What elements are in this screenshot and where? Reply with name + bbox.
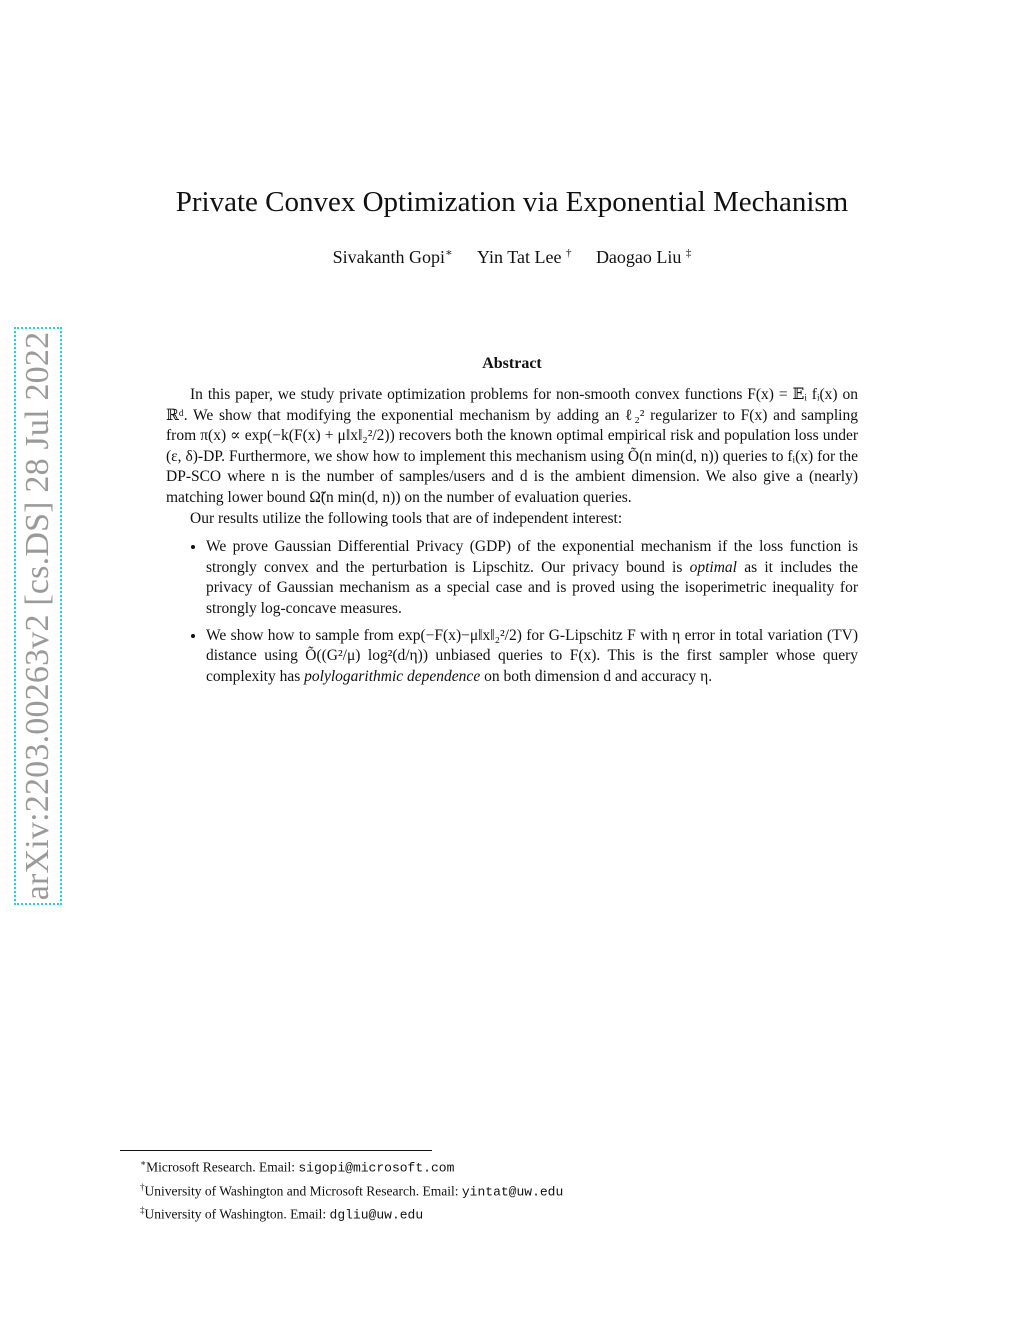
contribution-item [206,626,858,688]
author-affiliation-mark: ‡ [685,247,692,259]
footnote [140,1201,900,1225]
footnote-text: University of Washington. Email: [144,1206,330,1222]
author-name: Sivakanth Gopi [332,247,446,267]
email-link[interactable]: sigopi@microsoft.com [298,1160,455,1176]
footnote-text: Microsoft Research. Email: [146,1159,299,1175]
author-affiliation-mark: † [565,247,572,259]
abstract-body [166,385,858,693]
footnote [140,1154,900,1178]
contribution-emphasis: polylogarithmic dependence [304,667,481,685]
footnote-mark: ‡ [140,1205,145,1215]
contribution-text: We prove Gaussian Differential Privacy (GDP) of the exponential mechanism if the loss function is strongly convex and the perturbation is Lipschitz. Our privacy bound is [206,538,858,576]
author [596,247,691,267]
contribution-list [166,537,858,687]
email-link[interactable]: yintat@uw.edu [461,1184,564,1199]
email-link[interactable]: dgliu@uw.edu [329,1207,424,1223]
contribution-emphasis: optimal [689,558,737,576]
abstract-paragraph: In this paper, we study private optimization problems for non-smooth convex functions F(x) = 𝔼ᵢ fᵢ(x) on ℝᵈ. We show that modifying the exponential mechanism by adding an ℓ₂² regularizer to F(x) and sampling from π(x) ∝ exp(−k(F(x) + μ‖x‖₂²/2)) recovers both the known optimal empirical risk and population loss under (ε, δ)-DP. Furthermore, we show how to implement this mechanism using Õ(n min(d, n)) queries to fᵢ(x) for the DP-SCO where n is the number of samples/users and d is the ambient dimension. We also give a (nearly) matching lower bound Ω̃(n min(d, n)) on the number of evaluation queries. [166,386,858,506]
footnote-mark: † [140,1181,145,1192]
footnotes [140,1154,900,1225]
contribution-text: as it includes the privacy of Gaussian mechanism as a special case and is proved using the isoperimetric inequality for strongly log-concave measures. [206,558,858,617]
footnote-divider [120,1150,432,1151]
abstract-paragraph: Our results utilize the following tools that are of independent interest: [190,509,623,527]
paper-title: Private Convex Optimization via Exponential Mechanism [175,186,849,218]
footnote-mark: ∗ [140,1158,147,1168]
author [477,247,571,267]
footnote [140,1178,900,1202]
author-name: Yin Tat Lee [477,247,562,267]
contribution-item [206,537,858,619]
author-affiliation-mark: ∗ [445,247,453,259]
author-list [0,246,1024,268]
arxiv-identifier: arXiv:2203.00263v2 [cs.DS] 28 Jul 2022 [19,331,56,901]
author [333,247,453,267]
footnote-text: University of Washington and Microsoft Research. Email: [144,1183,462,1198]
contribution-text: We show how to sample from exp(−F(x)−μ‖x‖₂²/2) for G-Lipschitz F with η error in total variation (TV) distance using Õ((G²/μ) log²(d/η)) unbiased queries to F(x). This is the first sampler whose query complexity has [206,626,858,685]
abstract-heading: Abstract [482,355,542,372]
contribution-text: on both dimension d and accuracy η. [480,667,713,685]
author-name: Daogao Liu [595,247,682,267]
